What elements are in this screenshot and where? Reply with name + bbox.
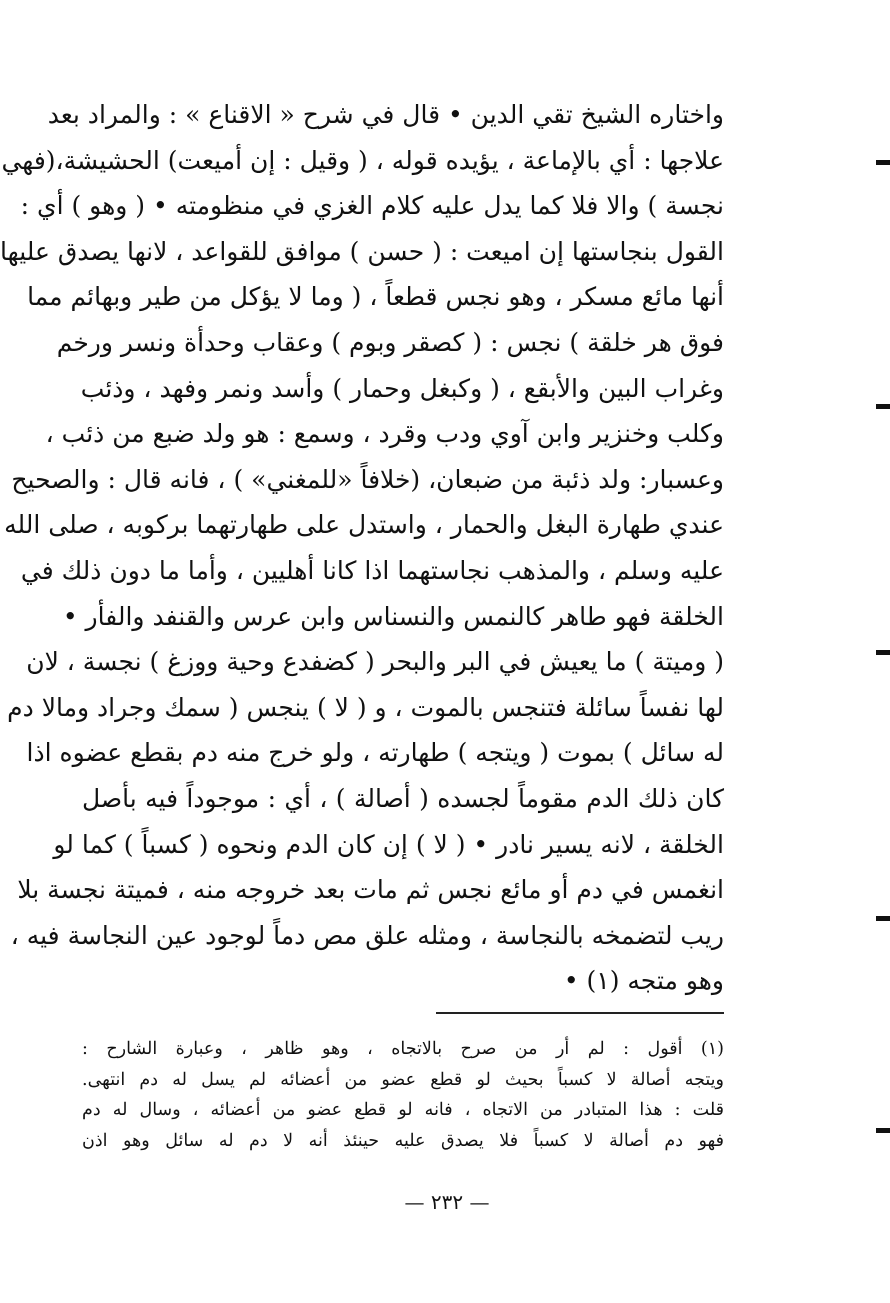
text-line: واختاره الشيخ تقي الدين • قال في شرح « الاقناع » : والمراد بعد (47, 100, 724, 129)
text-line: لها نفساً سائلة فتنجس بالموت ، و ( لا ) ينجس ( سمك وجراد ومالا دم (7, 692, 724, 722)
margin-mark (876, 160, 890, 165)
footnote-separator (436, 1012, 724, 1014)
text-line: عندي طهارة البغل والحمار ، واستدل على طهارتهما بركوبه ، صلى الله (4, 510, 724, 540)
main-text (0, 92, 724, 1004)
text-line: عليه وسلم ، والمذهب نجاستهما اذا كانا أهليين ، وأما ما دون ذلك في (20, 555, 724, 585)
text-line-last: وهو متجه (١) • (563, 966, 724, 996)
footnote-line: (١) أقول : لم أر من صرح بالاتجاه ، وهو ظاهر ، وعبارة الشارح : (82, 1039, 724, 1059)
text-line: وكلب وخنزير وابن آوي ودب وقرد ، وسمع : هو ولد ضبع من ذئب ، (45, 419, 724, 449)
footnote-line: ويتجه أصالة لا كسباً بحيث لو قطع عضو من أعضائه لم يسل له دم انتهى. (82, 1069, 724, 1090)
text-line: علاجها : أي بالإماعة ، يؤيده قوله ، ( وقيل : إن أميعت) الحشيشة،(فهي (1, 145, 724, 175)
text-line: أنها مائع مسكر ، وهو نجس قطعاً ، ( وما لا يؤكل من طير وبهائم مما (27, 282, 724, 312)
text-line: ( وميتة ) ما يعيش في البر والبحر ( كضفدع وحية ووزغ ) نجسة ، لان (26, 647, 724, 677)
text-line: وغراب البين والأبقع ، ( وكبغل وحمار ) وأسد ونمر وفهد ، وذئب (80, 373, 724, 403)
margin-mark (876, 404, 890, 409)
margin-mark (876, 916, 890, 921)
page-number: — ٢٣٢ — (404, 1190, 490, 1214)
footnote-line: قلت : هذا المتبادر من الاتجاه ، فانه لو قطع عضو من أعضائه ، وسال له دم (82, 1100, 724, 1120)
text-line: الخلقة فهو طاهر كالنمس والنسناس وابن عرس والقنفد والفأر • (62, 601, 724, 631)
text-line: فوق هر خلقة ) نجس : ( كصقر وبوم ) وعقاب وحدأة ونسر ورخم (56, 327, 724, 357)
text-line: كان ذلك الدم مقوماً لجسده ( أصالة ) ، أي : موجوداً فيه بأصل (82, 783, 724, 813)
page-body (0, 92, 724, 1004)
text-line: ريب لتضمخه بالنجاسة ، ومثله علق مص دماً لوجود عين النجاسة فيه ، (10, 920, 724, 950)
footnote-line: فهو دم أصالة لا كسباً فلا يصدق عليه حينئذ أنه لا دم له سائل وهو اذن (82, 1130, 724, 1151)
text-line: نجسة ) والا فلا كما يدل عليه كلام الغزي في منظومته • ( وهو ) أي : (20, 191, 724, 221)
margin-mark (876, 1128, 890, 1133)
text-line: انغمس في دم أو مائع نجس ثم مات بعد خروجه منه ، فميتة نجسة بلا (17, 875, 724, 905)
text-line: الخلقة ، لانه يسير نادر • ( لا ) إن كان الدم ونحوه ( كسباً ) كما لو (53, 829, 724, 859)
text-line: له سائل ) بموت ( ويتجه ) طهارته ، ولو خرج منه دم بقطع عضوه اذا (26, 738, 724, 768)
margin-mark (876, 650, 890, 655)
footnotes (82, 1034, 724, 1156)
text-line: وعسبار: ولد ذئبة من ضبعان، (خلافاً «للمغني» ) ، فانه قال : والصحيح (11, 464, 724, 494)
text-line: القول بنجاستها إن اميعت : ( حسن ) موافق للقواعد ، لانها يصدق عليها (0, 236, 724, 266)
